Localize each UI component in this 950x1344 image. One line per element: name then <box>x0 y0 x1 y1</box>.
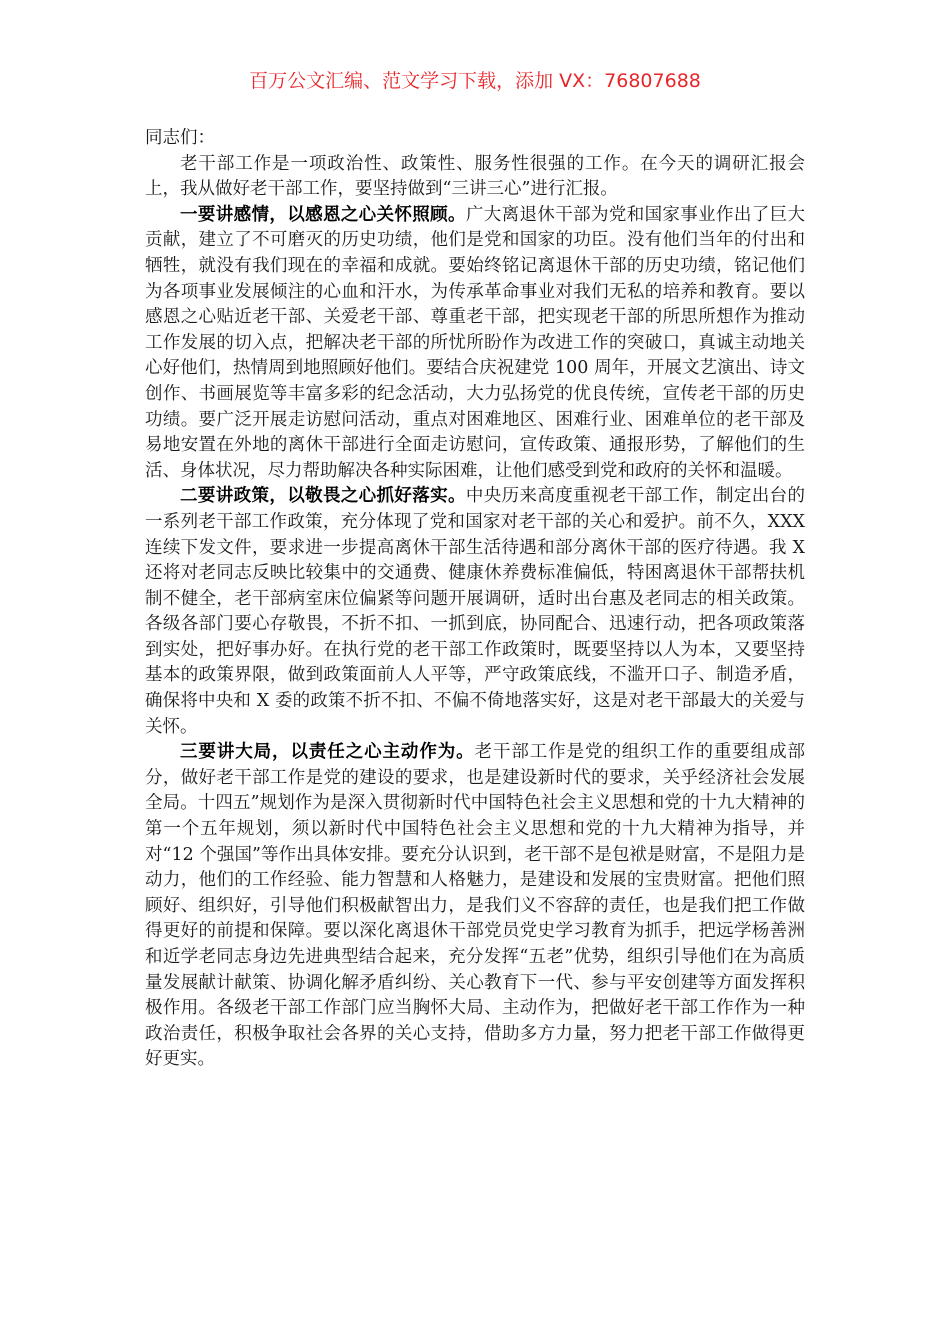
section-paragraph-2 <box>145 484 805 740</box>
section-text-1: 广大离退休干部为党和国家事业作出了巨大贡献，建立了不可磨灭的历史功绩，他们是党和国家的功臣。没有他们当年的付出和牺牲，就没有我们现在的幸福和成就。要始终铭记离退休干部的历史功绩，铭记他们为各项事业发展倾注的心血和汗水，为传承革命事业对我们无私的培养和教育。要以感恩之心贴近老干部、关爱老干部、尊重老干部，把实现老干部的所思所想作为推动工作发展的切入点，把解决老干部的所忧所盼作为改进工作的突破口，真诚主动地关心好他们，热情周到地照顾好他们。要结合庆祝建党 100 周年，开展文艺演出、诗文创作、书画展览等丰富多彩的纪念活动，大力弘扬党的优良传统，宣传老干部的历史功绩。要广泛开展走访慰问活动，重点对困难地区、困难行业、困难单位的老干部及易地安置在外地的离休干部进行全面走访慰问，宣传政策、通报形势，了解他们的生活、身体状况，尽力帮助解决各种实际困难，让他们感受到党和政府的关怀和温暖。 <box>145 204 806 481</box>
section-heading-2: 二要讲政策，以敬畏之心抓好落实。 <box>180 486 466 507</box>
section-text-2: 中央历来高度重视老干部工作，制定出台的一系列老干部工作政策，充分体现了党和国家对老干部的关心和爱护。前不久，XXX 连续下发文件，要求进一步提高离休干部生活待遇和部分离休干部的医疗待遇。我 X 还将对老同志反映比较集中的交通费、健康休养费标准偏低，特困离退休干部帮扶机制不健全，老干部病室床位偏紧等问题开展调研，适时出台惠及老同志的相关政策。各级各部门要心存敬畏，不折不扣、一抓到底，协同配合、迅速行动，把各项政策落到实处，把好事办好。在执行党的老干部工作政策时，既要坚持以人为本，又要坚持基本的政策界限，做到政策面前人人平等，严守政策底线，不滥开口子、制造矛盾，确保将中央和 X 委的政策不折不扣、不偏不倚地落实好，这是对老干部最大的关爱与关怀。 <box>145 486 806 737</box>
salutation: 同志们： <box>145 128 215 148</box>
section-paragraph-1 <box>145 203 805 485</box>
section-paragraph-3 <box>145 740 805 1073</box>
document-body <box>145 126 805 1073</box>
intro-paragraph: 老干部工作是一项政治性、政策性、服务性很强的工作。在今天的调研汇报会上，我从做好老干部工作，要坚持做到“三讲三心”进行汇报。 <box>145 153 805 200</box>
section-heading-3: 三要讲大局，以责任之心主动作为。 <box>180 742 475 763</box>
promo-banner: 百万公文汇编、范文学习下载，添加 VX：76807688 <box>249 70 701 92</box>
section-heading-1: 一要讲感情，以感恩之心关怀照顾。 <box>180 204 466 225</box>
section-text-3: 老干部工作是党的组织工作的重要组成部分，做好老干部工作是党的建设的要求，也是建设新时代的要求，关乎经济社会发展全局。十四五”规划作为是深入贯彻新时代中国特色社会主义思想和党的十九大精神的第一个五年规划，须以新时代中国特色社会主义思想和党的十九大精神为指导，并对“12 个强国”等作出具体安排。要充分认识到，老干部不是包袱是财富，不是阻力是动力，他们的工作经验、能力智慧和人格魅力，是建设和发展的宝贵财富。把他们照顾好、组织好，引导他们积极献智出力，是我们义不容辞的责任，也是我们把工作做得更好的前提和保障。要以深化离退休干部党员党史学习教育为抓手，把远学杨善洲和近学老同志身边先进典型结合起来，充分发挥“五老”优势，组织引导他们在为高质量发展献计献策、协调化解矛盾纠纷、关心教育下一代、参与平安创建等方面发挥积极作用。各级老干部工作部门应当胸怀大局、主动作为，把做好老干部工作作为一种政治责任，积极争取社会各界的关心支持，借助多方力量，努力把老干部工作做得更好更实。 <box>145 742 806 1070</box>
